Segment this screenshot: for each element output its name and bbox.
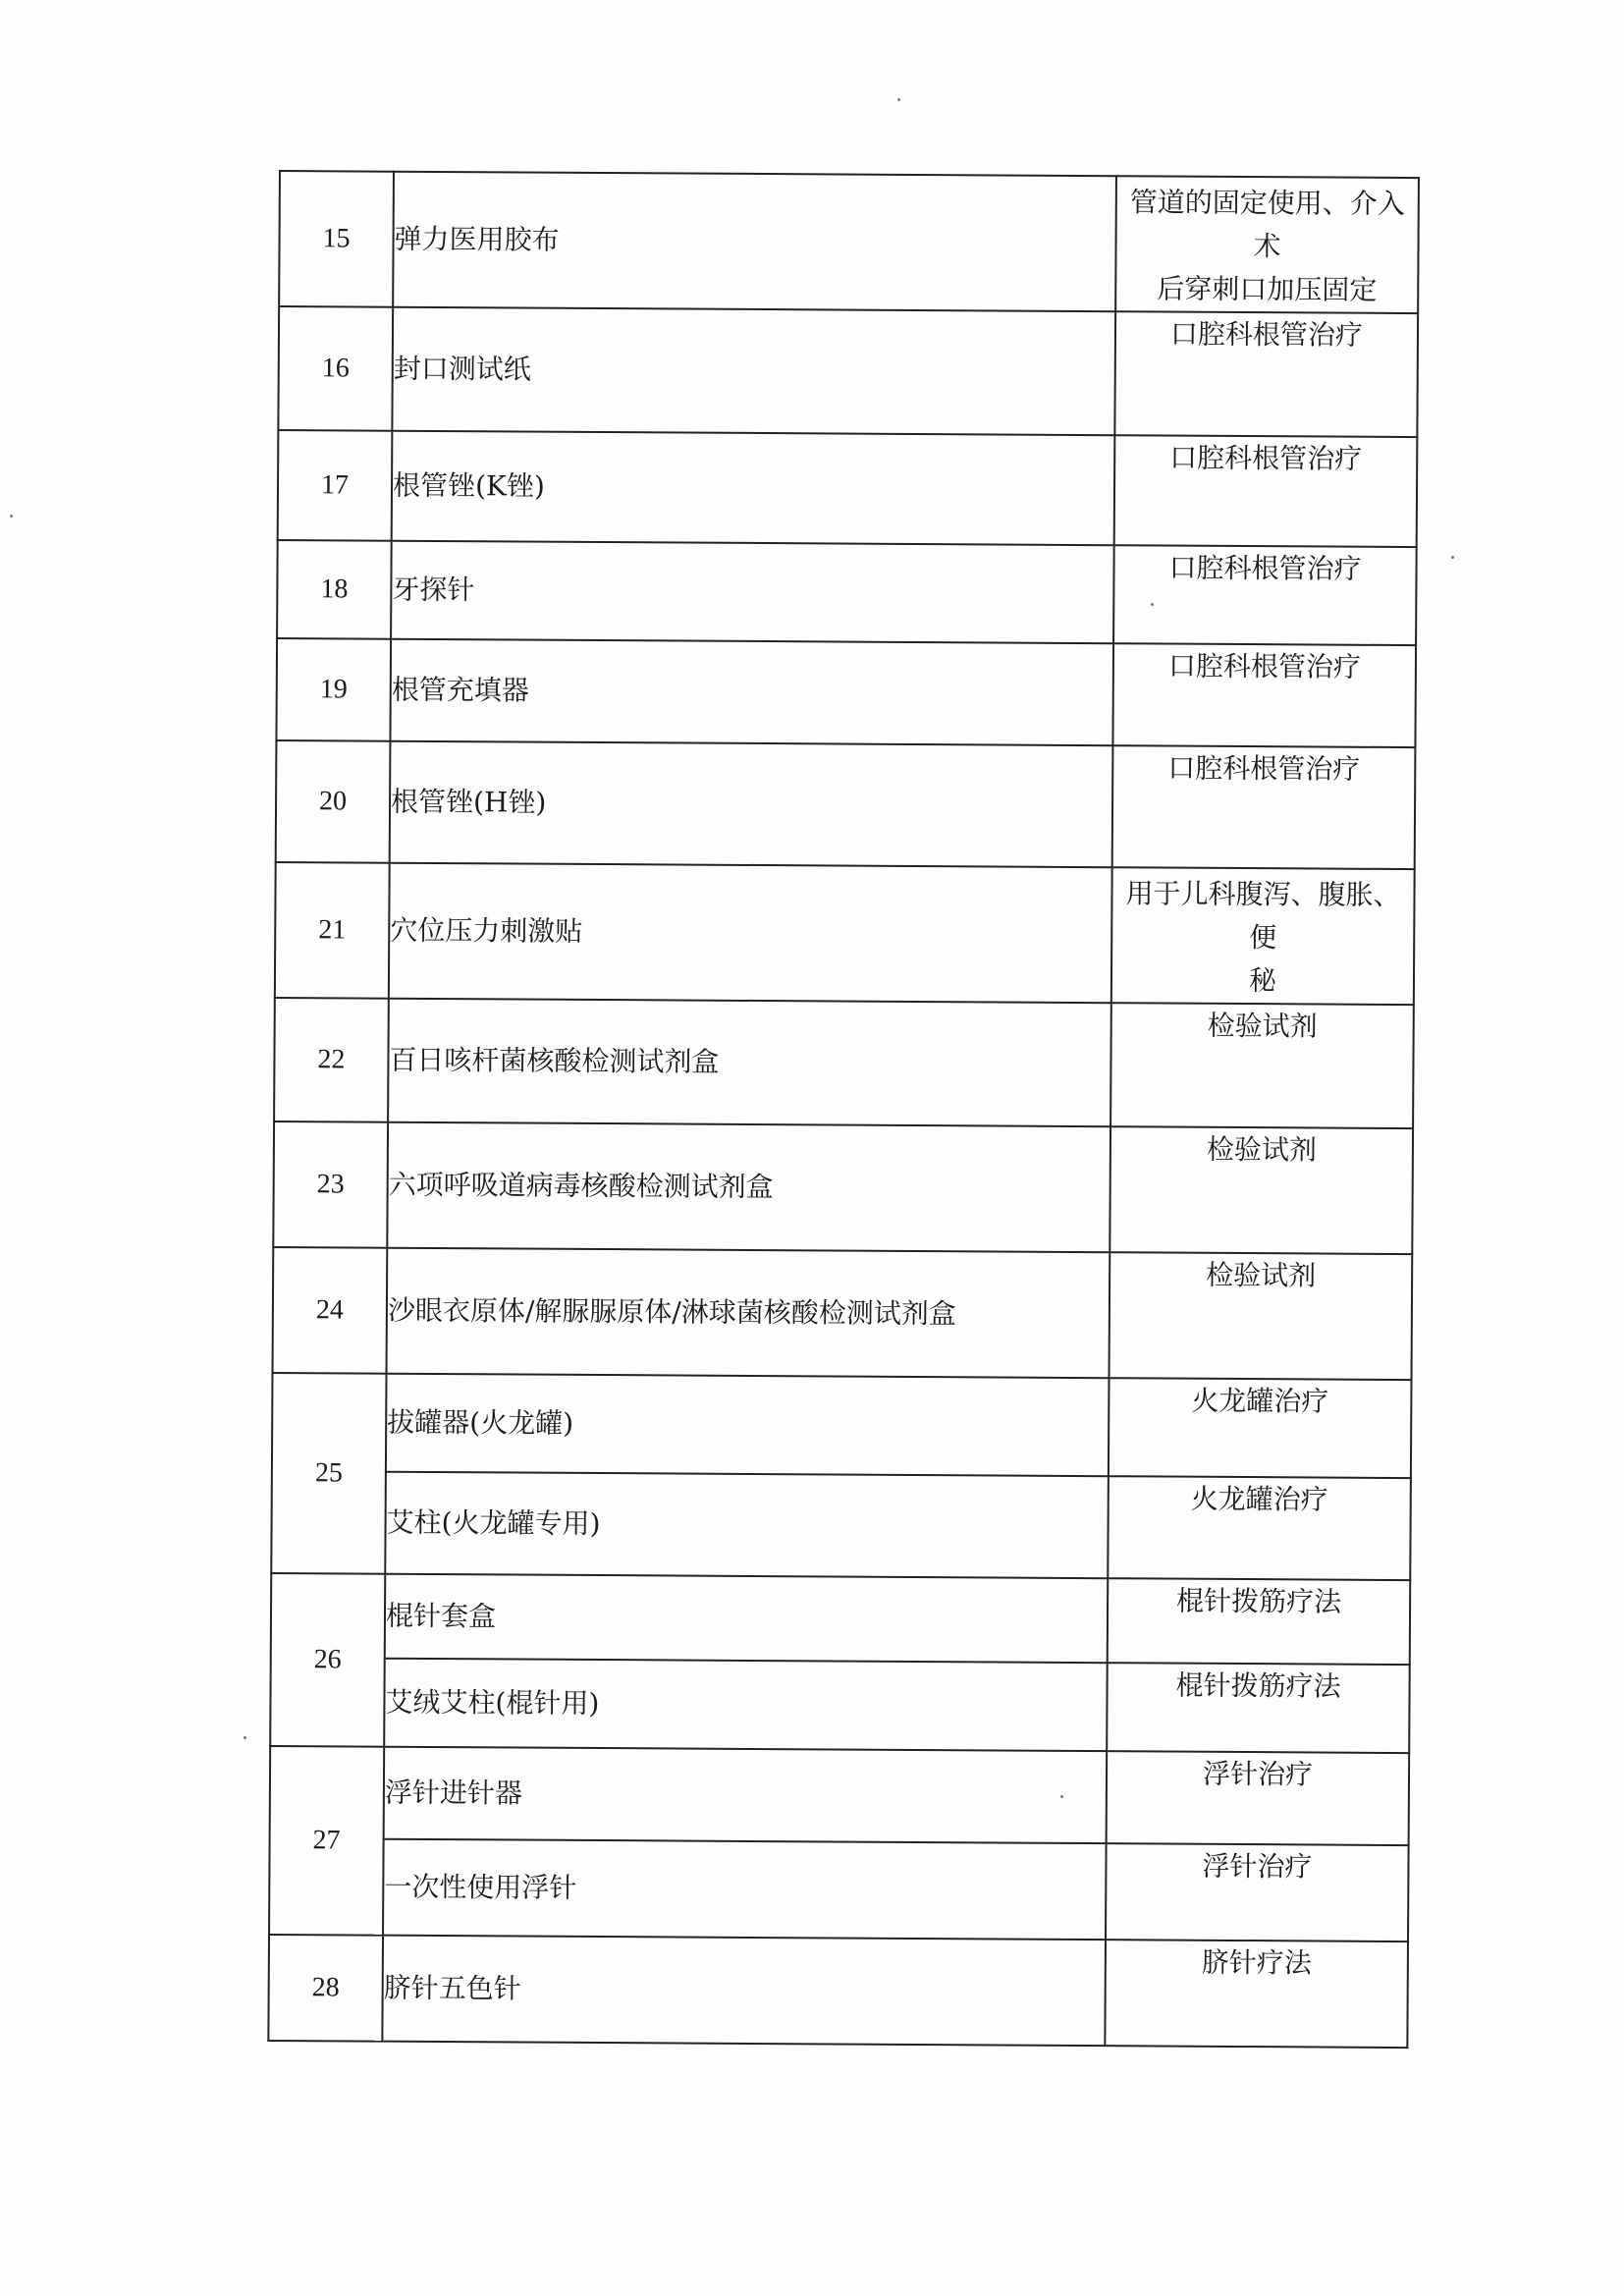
usage-line: 口腔科根管治疗: [1169, 441, 1363, 475]
table-row: [275, 862, 1415, 1005]
consumables-table: [267, 170, 1420, 2049]
usage-line: 火龙罐治疗: [1191, 1384, 1329, 1418]
row-number: 26: [270, 1573, 385, 1747]
row-number: 19: [276, 638, 391, 741]
item-name: 根管锉(H锉): [390, 741, 1113, 867]
item-usage: [1108, 1476, 1411, 1580]
row-number: 21: [275, 862, 390, 999]
table-row: [271, 1573, 1411, 1665]
row-number: 22: [274, 998, 389, 1122]
item-usage: [1106, 1843, 1409, 1941]
item-name: 浮针进针器: [384, 1747, 1108, 1843]
item-name: 六项呼吸道病毒核酸检测试剂盒: [387, 1122, 1110, 1252]
row-number: 28: [268, 1935, 383, 2042]
usage-line: 管道的固定使用、介入术: [1129, 186, 1405, 263]
item-name: 封口测试纸: [392, 307, 1115, 435]
item-name: 艾绒艾柱(棍针用): [384, 1659, 1108, 1751]
item-name: 艾柱(火龙罐专用): [385, 1472, 1109, 1578]
usage-line: 口腔科根管治疗: [1167, 649, 1362, 683]
item-usage: [1110, 1252, 1413, 1380]
row-number: 23: [273, 1121, 388, 1248]
item-usage: [1112, 745, 1416, 869]
table-row: [268, 1935, 1408, 2048]
scan-speck: [1451, 556, 1454, 559]
usage-line: 口腔科根管治疗: [1169, 317, 1364, 352]
item-usage: [1108, 1578, 1411, 1665]
usage-line: 检验试剂: [1206, 1132, 1318, 1167]
table-row: [278, 430, 1418, 547]
table-row: [273, 1121, 1413, 1254]
item-name: 弹力医用胶布: [393, 172, 1116, 311]
usage-line: 检验试剂: [1206, 1258, 1317, 1292]
table-row: [277, 540, 1417, 645]
item-usage: [1114, 311, 1418, 437]
table-row: [273, 1247, 1413, 1380]
item-usage: [1114, 435, 1418, 547]
item-name: 沙眼衣原体/解脲脲原体/淋球菌核酸检测试剂盒: [387, 1248, 1110, 1378]
usage-line: 口腔科根管治疗: [1167, 751, 1361, 786]
usage-line: 火龙罐治疗: [1190, 1482, 1328, 1516]
item-name: 根管锉(K锉): [392, 431, 1115, 545]
table-row: [278, 306, 1418, 437]
table-row: [272, 1373, 1412, 1478]
item-usage: [1109, 1378, 1412, 1478]
table-row: [276, 638, 1416, 747]
scan-speck: [244, 1736, 246, 1739]
item-usage: [1113, 545, 1417, 645]
usage-line: 后穿刺口加压固定: [1157, 272, 1378, 306]
usage-line: 浮针治疗: [1202, 1849, 1313, 1884]
row-number: 25: [271, 1373, 386, 1574]
table-row: [270, 1746, 1410, 1845]
row-number: 15: [279, 171, 394, 307]
item-usage: [1115, 176, 1419, 313]
scan-speck: [10, 515, 13, 518]
usage-line: 口腔科根管治疗: [1168, 551, 1362, 585]
row-number: 18: [277, 540, 392, 639]
usage-line: 检验试剂: [1207, 1009, 1318, 1043]
row-number: 24: [273, 1247, 388, 1374]
row-number: 17: [278, 430, 393, 541]
table-row: [274, 998, 1414, 1128]
usage-line: 棍针拨筋疗法: [1175, 1668, 1341, 1703]
item-name: 一次性使用浮针: [383, 1839, 1107, 1940]
table-row: [270, 1658, 1410, 1753]
item-name: 百日咳杆菌核酸检测试剂盒: [388, 999, 1111, 1126]
item-usage: [1112, 643, 1416, 747]
item-name: 脐针五色针: [382, 1936, 1106, 2046]
table-row: [269, 1838, 1409, 1941]
usage-line: 用于儿科腹泻、腹胀、便: [1125, 877, 1401, 955]
table-row: [276, 740, 1416, 869]
table-row: [279, 171, 1419, 313]
item-name: 根管充填器: [390, 639, 1113, 745]
row-number: 27: [269, 1746, 384, 1936]
item-name: 牙探针: [391, 541, 1114, 643]
item-usage: [1110, 1003, 1414, 1128]
usage-line: 棍针拨筋疗法: [1175, 1584, 1342, 1618]
usage-line: 脐针疗法: [1201, 1945, 1312, 1980]
usage-line: 浮针治疗: [1202, 1757, 1314, 1791]
row-number: 20: [276, 740, 391, 863]
scan-speck: [897, 98, 900, 101]
item-name: 拔罐器(火龙罐): [386, 1374, 1110, 1476]
item-usage: [1111, 867, 1415, 1005]
usage-line: 秘: [1248, 964, 1277, 998]
item-name: 棍针套盒: [385, 1574, 1109, 1663]
item-usage: [1107, 1751, 1410, 1845]
item-usage: [1110, 1126, 1413, 1254]
item-usage: [1105, 1940, 1408, 2048]
item-usage: [1107, 1663, 1410, 1753]
table-row: [271, 1471, 1411, 1580]
item-name: 穴位压力刺激贴: [389, 863, 1112, 1003]
row-number: 16: [278, 306, 393, 431]
table-body: [268, 171, 1419, 2048]
